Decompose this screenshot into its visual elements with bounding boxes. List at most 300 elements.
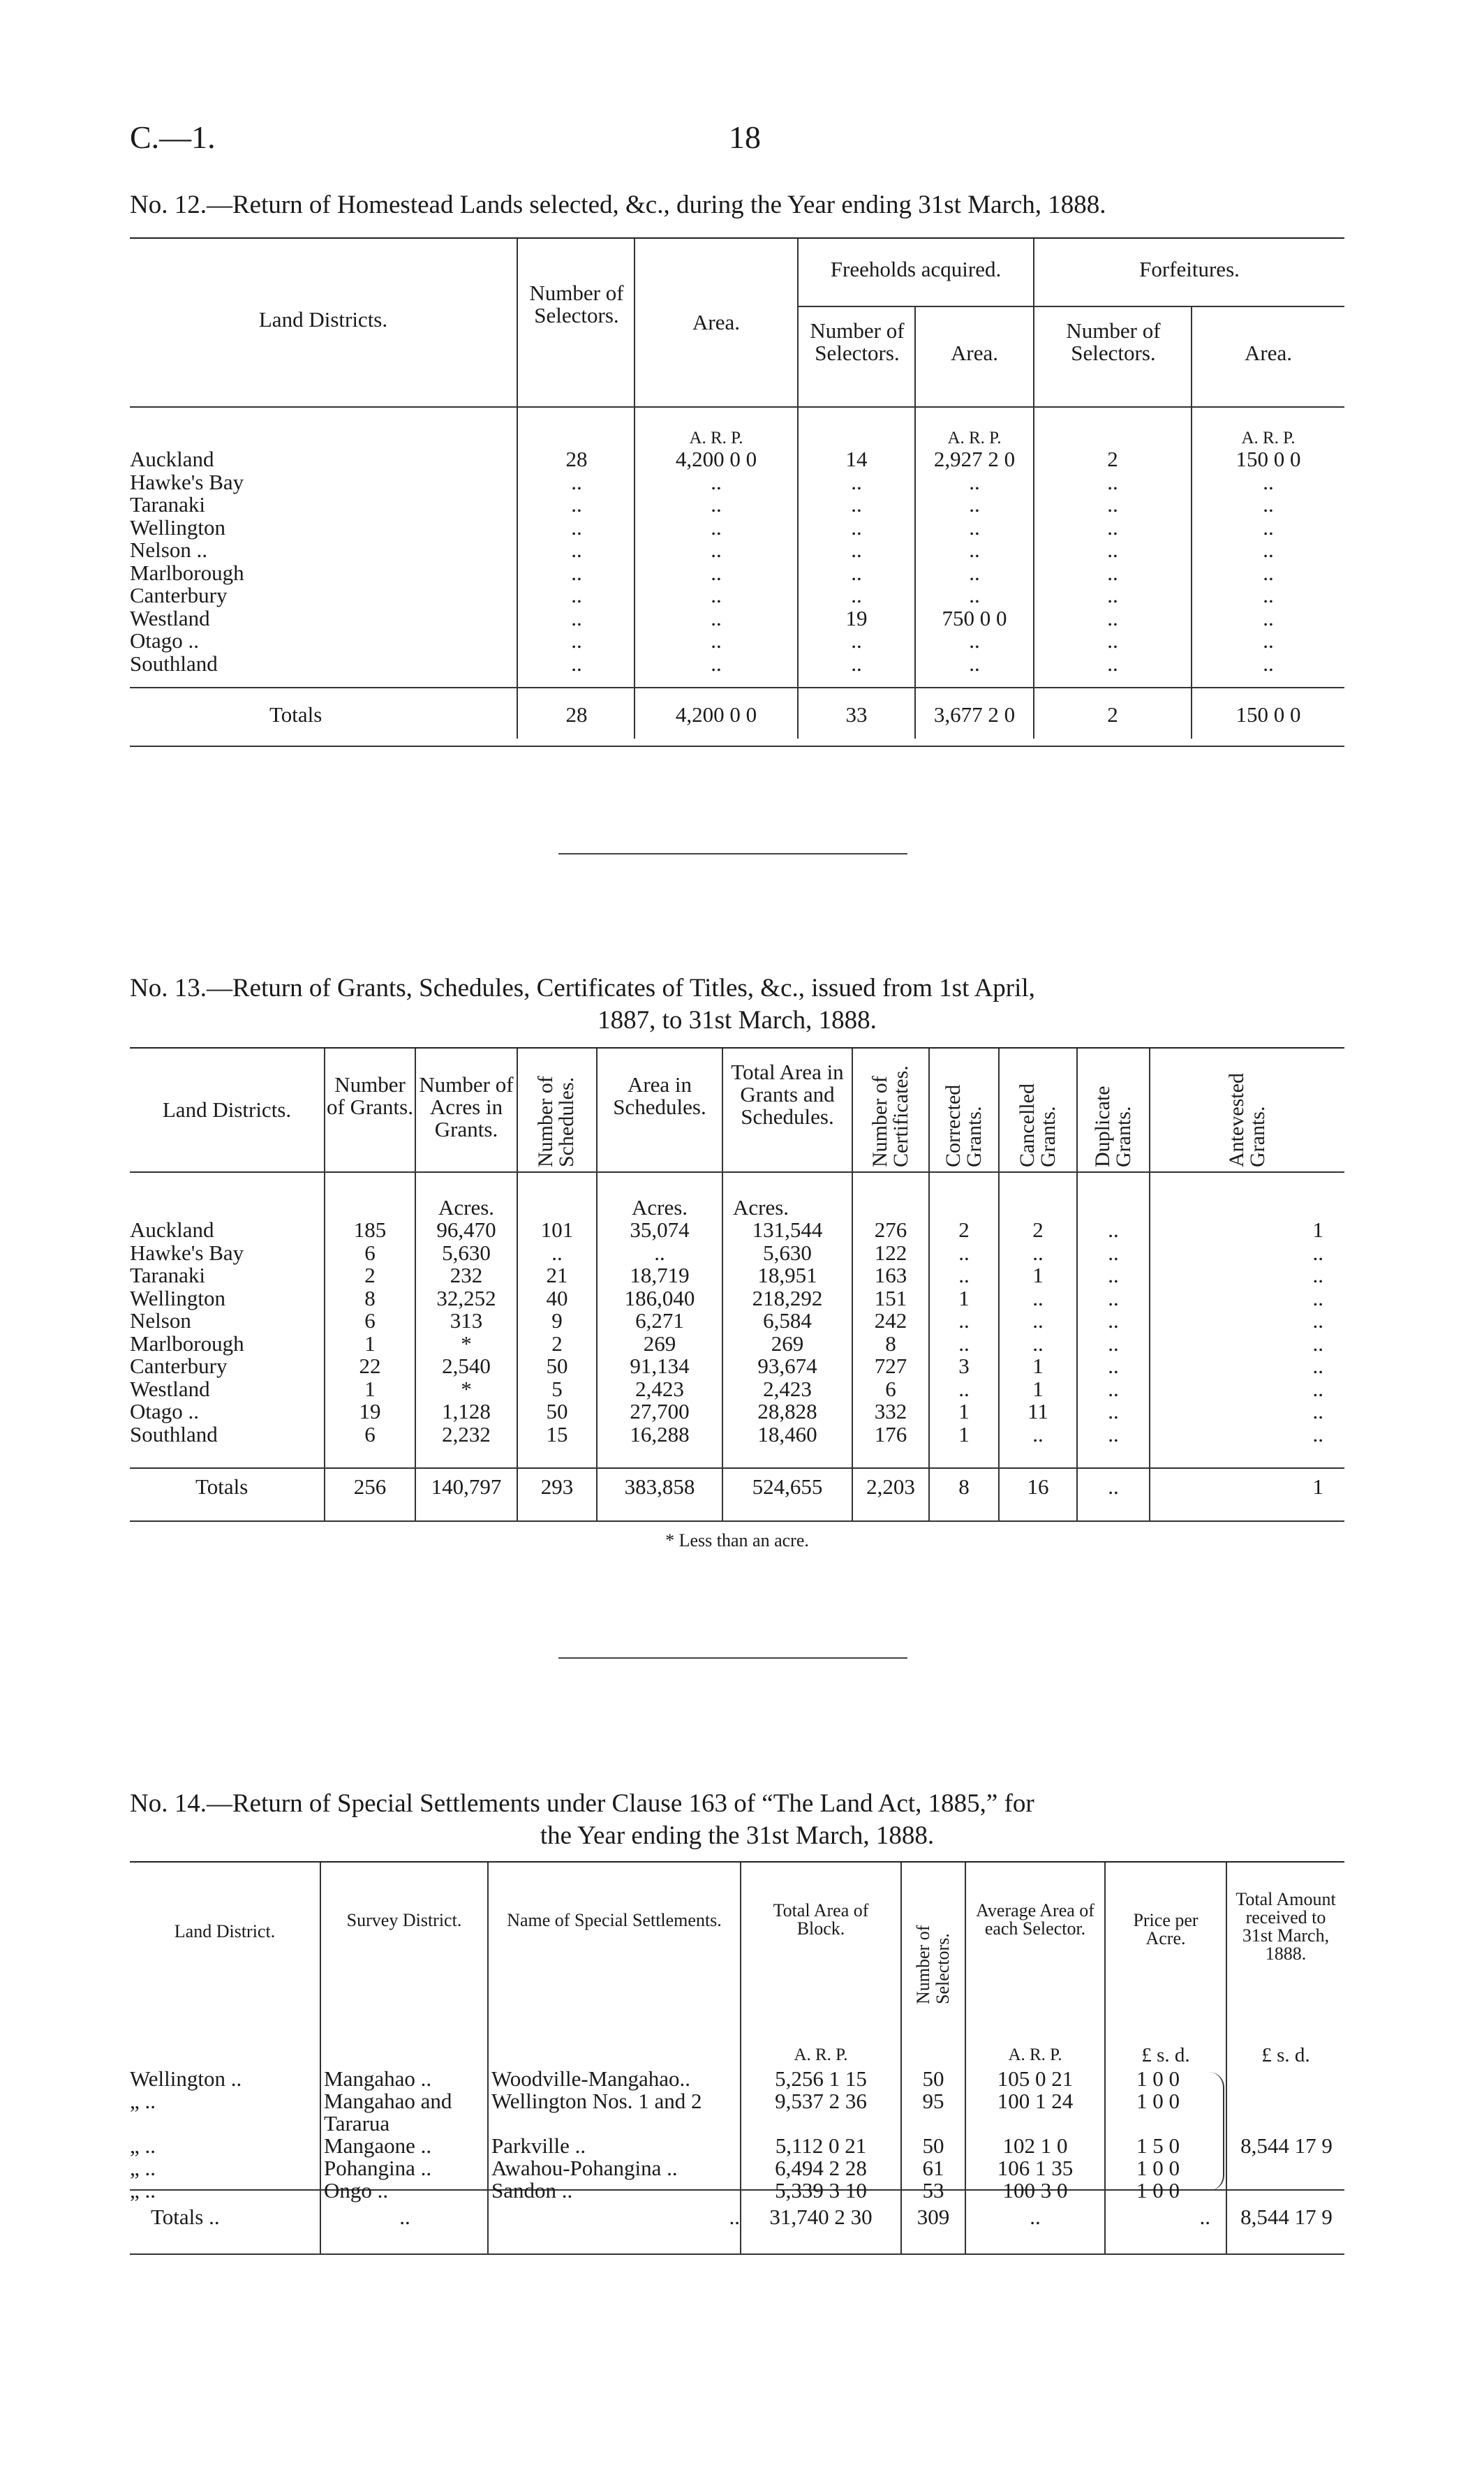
t13-cell: 269 <box>643 1331 676 1356</box>
t12-totals-label: Totals <box>269 702 322 727</box>
t13-cell: .. <box>958 1308 970 1333</box>
t14-land-district: „ .. <box>130 2156 156 2180</box>
t14-unit-lsd: £ s. d. <box>1141 2044 1190 2066</box>
t12-cell: .. <box>571 628 582 653</box>
t12-total-cell: 28 <box>565 702 588 727</box>
t14-cell: 1 0 0 <box>1136 2178 1180 2203</box>
t12-cell: .. <box>571 515 582 540</box>
t14-amount: 8,544 17 9 <box>1240 2133 1333 2158</box>
t13-cell: 2,423 <box>635 1376 684 1401</box>
t13-cell: 6 <box>364 1240 376 1265</box>
t13-cell: .. <box>551 1240 563 1265</box>
t13-total-cell: 256 <box>353 1474 387 1499</box>
t13-cell: 2 <box>551 1331 563 1356</box>
t12-cell: .. <box>1107 628 1118 653</box>
separator-2 <box>558 1657 907 1659</box>
t13-cell: 332 <box>874 1399 907 1423</box>
t13-cell: .. <box>1312 1331 1323 1356</box>
t13-cell: * <box>461 1331 472 1356</box>
t13-cell: .. <box>1108 1263 1119 1287</box>
t14-table <box>130 1863 1344 2260</box>
t13-cell: .. <box>1108 1240 1119 1265</box>
grid-line <box>130 1520 1344 1522</box>
t13-cell: 185 <box>353 1217 387 1242</box>
t12-cell: .. <box>571 583 582 607</box>
t12-cell: .. <box>711 492 722 517</box>
t14-cell: 105 0 21 <box>997 2066 1074 2091</box>
t13-cell: 18,719 <box>630 1263 690 1287</box>
t12-cell: .. <box>851 628 862 653</box>
t13-cell: 22 <box>359 1354 381 1378</box>
t12-cell: .. <box>851 538 862 562</box>
t12-h-area: Area. <box>692 310 740 334</box>
t13-district-name: Canterbury <box>130 1354 228 1378</box>
t13-h-vertical-label: Number of Schedules. <box>534 1076 578 1167</box>
t13-h-vertical-label: Corrected Grants. <box>942 1084 986 1167</box>
t13-cell: 40 <box>546 1285 568 1310</box>
t14-cell: 9,537 2 36 <box>775 2089 867 2113</box>
grid-line <box>130 1171 1344 1173</box>
t13-district-name: Southland <box>130 1421 218 1446</box>
t13-total-cell: 2,203 <box>866 1474 915 1499</box>
t13-cell: 28,828 <box>757 1399 817 1423</box>
t12-district-name: Hawke's Bay <box>130 469 244 494</box>
t12-h-ff-selectors: Number of Selectors. <box>1066 318 1161 365</box>
t14-cell: 100 3 0 <box>1002 2178 1068 2203</box>
t14-title-line1: No. 14.—Return of Special Settlements under Clause 163 of “The Land Act, 1885,” for <box>130 1789 1034 1818</box>
t14-cell: Sandon .. <box>491 2178 573 2203</box>
t13-cell: .. <box>1108 1421 1119 1446</box>
t12-cell: .. <box>1107 560 1118 585</box>
t14-land-district: Wellington .. <box>130 2066 242 2091</box>
t13-cell: 32,252 <box>436 1285 496 1310</box>
t12-unit-ff: A. R. P. <box>1241 429 1296 447</box>
t14-cell: 53 <box>922 2178 944 2203</box>
t13-cell: 8 <box>364 1285 376 1310</box>
t12-cell: .. <box>1263 651 1274 676</box>
t13-cell: 5 <box>551 1376 563 1401</box>
t14-cell: Wellington Nos. 1 and 2 <box>491 2089 702 2113</box>
t13-cell: .. <box>654 1240 665 1265</box>
t13-cell: 1 <box>1032 1354 1044 1378</box>
t13-cell: .. <box>958 1331 970 1356</box>
t13-h-vertical <box>930 1054 998 1169</box>
t14-unit-arp: A. R. P. <box>794 2045 848 2064</box>
t12-cell: .. <box>1263 628 1274 653</box>
t14-cell: Parkville .. <box>491 2133 586 2158</box>
t12-cell: .. <box>851 515 862 540</box>
t12-h-ff-area: Area. <box>1245 341 1292 365</box>
t14-total-cell: .. <box>1199 2205 1210 2229</box>
t12-cell: 28 <box>565 447 588 471</box>
t12-cell: .. <box>571 538 582 562</box>
t13-total-cell: 8 <box>958 1474 970 1499</box>
t13-cell: .. <box>1108 1285 1119 1310</box>
t12-h-forfeitures: Forfeitures. <box>1139 257 1240 281</box>
t13-total-cell: 1 <box>1312 1474 1323 1499</box>
t13-cell: 2 <box>364 1263 376 1287</box>
t13-total-cell: 383,858 <box>624 1474 695 1499</box>
t13-cell: 2,423 <box>763 1376 812 1401</box>
t12-cell: .. <box>851 469 862 494</box>
t12-cell: .. <box>1107 605 1118 630</box>
t12-title: No. 12.—Return of Homestead Lands selected, &c., during the Year ending 31st March, 1888. <box>130 191 1106 219</box>
t12-cell: .. <box>711 651 722 676</box>
t14-cell: 106 1 35 <box>997 2156 1074 2180</box>
t13-cell: 18,460 <box>757 1421 817 1446</box>
t13-cell: .. <box>1312 1376 1323 1401</box>
t13-cell: .. <box>1108 1217 1119 1242</box>
t12-district-name: Auckland <box>130 447 214 471</box>
t14-cell: Ongo .. <box>324 2178 389 2203</box>
t14-cell: 5,339 3 10 <box>775 2178 867 2203</box>
t14-h-col: Price per Acre. <box>1133 1910 1199 1948</box>
t13-h-vertical-label: Antevested Grants. <box>1225 1073 1269 1167</box>
t14-cell: 1 0 0 <box>1136 2089 1180 2113</box>
t13-cell: .. <box>1312 1399 1323 1423</box>
t13-cell: .. <box>1032 1308 1044 1333</box>
t13-cell: .. <box>1312 1421 1323 1446</box>
t13-total-cell: 293 <box>540 1474 574 1499</box>
t13-cell: .. <box>1108 1354 1119 1378</box>
t14-cell: 50 <box>922 2066 944 2091</box>
t13-h-vertical <box>517 1054 596 1169</box>
t13-cell: 27,700 <box>630 1399 690 1423</box>
t13-h-vertical <box>1078 1054 1149 1169</box>
t13-cell: * <box>461 1376 472 1401</box>
t12-cell: .. <box>1263 605 1274 630</box>
t13-district-name: Marlborough <box>130 1331 244 1356</box>
grid-line <box>130 1467 1344 1469</box>
t13-cell: .. <box>1108 1308 1119 1333</box>
t12-cell: .. <box>851 492 862 517</box>
t13-h-vertical <box>1150 1054 1344 1169</box>
t14-cell: 61 <box>922 2156 944 2180</box>
t12-district-name: Westland <box>130 605 210 630</box>
t13-cell: 11 <box>1027 1399 1048 1423</box>
t14-cell: Woodville-Mangahao.. <box>491 2066 691 2091</box>
t13-cell: 1 <box>364 1376 376 1401</box>
brace <box>1209 2072 1224 2191</box>
t13-cell: .. <box>1312 1354 1323 1378</box>
t12-cell: .. <box>1263 560 1274 585</box>
t13-cell: .. <box>1032 1240 1044 1265</box>
t12-table <box>130 239 1344 747</box>
t12-cell: 2,927 2 0 <box>933 447 1016 471</box>
t13-totals-label: Totals <box>195 1474 248 1499</box>
t13-h-vertical-label: Number of Certificates. <box>868 1065 912 1167</box>
t12-cell: 4,200 0 0 <box>675 447 757 471</box>
t13-cell: .. <box>1108 1399 1119 1423</box>
t12-cell: .. <box>1107 515 1118 540</box>
t14-cell: 1 0 0 <box>1136 2066 1180 2091</box>
t12-unit-fh: A. R. P. <box>947 429 1002 447</box>
t13-unit-acres: Acres. <box>733 1195 789 1220</box>
t12-cell: .. <box>711 560 722 585</box>
t13-total-cell: 16 <box>1027 1474 1049 1499</box>
t13-cell: .. <box>1032 1421 1044 1446</box>
t13-cell: 6 <box>364 1421 376 1446</box>
t13-h-col: Number of Acres in Grants. <box>419 1072 514 1141</box>
t12-district-name: Nelson .. <box>130 538 208 562</box>
t14-cell: Mangahao .. <box>324 2066 432 2091</box>
t13-cell: 176 <box>874 1421 907 1446</box>
t12-cell: .. <box>969 469 980 494</box>
t13-cell: 21 <box>546 1263 568 1287</box>
t13-title-line1: No. 13.—Return of Grants, Schedules, Certificates of Titles, &c., issued from 1st April, <box>130 974 1035 1002</box>
t12-district-name: Marlborough <box>130 560 244 585</box>
t13-cell: 91,134 <box>630 1354 690 1378</box>
t12-cell: .. <box>1107 538 1118 562</box>
t12-cell: 14 <box>845 447 868 471</box>
t14-h-col: Land District. <box>174 1921 276 1941</box>
t14-cell: 50 <box>922 2133 944 2158</box>
t13-district-name: Westland <box>130 1376 210 1401</box>
t13-cell: 16,288 <box>630 1421 690 1446</box>
t13-cell: 232 <box>450 1263 483 1287</box>
t12-cell: .. <box>711 538 722 562</box>
t14-cell: Mangaone .. <box>324 2133 432 2158</box>
t13-title-line2: 1887, to 31st March, 1888. <box>598 1006 877 1035</box>
t13-cell: 186,040 <box>624 1285 695 1310</box>
t13-cell: 3 <box>958 1354 970 1378</box>
t13-cell: 6 <box>885 1376 896 1401</box>
t12-cell: .. <box>851 560 862 585</box>
t12-cell: .. <box>711 469 722 494</box>
t14-cell: 1 5 0 <box>1136 2133 1180 2158</box>
t12-cell: .. <box>969 651 980 676</box>
t12-h-district: Land Districts. <box>258 307 388 332</box>
t13-district-name: Wellington <box>130 1285 225 1310</box>
t14-land-district: „ .. <box>130 2133 156 2158</box>
t13-cell: 122 <box>874 1240 907 1265</box>
t13-table <box>130 1049 1344 1523</box>
t13-cell: .. <box>1108 1331 1119 1356</box>
t13-cell: 2 <box>958 1217 970 1242</box>
t14-total-cell: .. <box>399 2205 410 2229</box>
t13-cell: 50 <box>546 1354 568 1378</box>
t12-cell: 2 <box>1107 447 1118 471</box>
t12-h-freeholds: Freeholds acquired. <box>830 257 1002 281</box>
t12-total-cell: 150 0 0 <box>1236 702 1301 727</box>
t13-cell: .. <box>1312 1308 1323 1333</box>
t13-cell: 131,544 <box>752 1217 823 1242</box>
t13-cell: 6 <box>364 1308 376 1333</box>
t12-cell: .. <box>571 560 582 585</box>
t13-cell: 50 <box>546 1399 568 1423</box>
t13-h-district: Land Districts. <box>162 1097 292 1122</box>
t13-cell: 1,128 <box>442 1399 491 1423</box>
t12-cell: .. <box>1107 651 1118 676</box>
t14-h-col: Survey District. <box>346 1910 462 1930</box>
t13-cell: .. <box>1108 1376 1119 1401</box>
t13-cell: 2 <box>1032 1217 1044 1242</box>
t13-cell: .. <box>1312 1240 1323 1265</box>
t13-total-cell: .. <box>1108 1474 1119 1499</box>
t13-cell: .. <box>958 1240 970 1265</box>
t14-cell: 102 1 0 <box>1002 2133 1068 2158</box>
t12-cell: .. <box>851 583 862 607</box>
t12-cell: .. <box>1107 583 1118 607</box>
t13-district-name: Hawke's Bay <box>130 1240 244 1265</box>
t12-cell: .. <box>969 628 980 653</box>
t13-cell: 313 <box>450 1308 483 1333</box>
t13-district-name: Otago .. <box>130 1399 200 1423</box>
t12-h-fh-area: Area. <box>951 341 998 365</box>
t14-cell: 100 1 24 <box>997 2089 1074 2113</box>
t13-h-vertical <box>1000 1054 1076 1169</box>
t13-h-col: Number of Grants. <box>327 1072 413 1119</box>
t13-cell: 8 <box>885 1331 896 1356</box>
t13-cell: 18,951 <box>757 1263 817 1287</box>
t12-cell: .. <box>571 469 582 494</box>
t13-district-name: Nelson <box>130 1308 191 1333</box>
t12-cell: .. <box>969 560 980 585</box>
t14-cell: 6,494 2 28 <box>775 2156 867 2180</box>
t12-cell: .. <box>1107 469 1118 494</box>
t13-cell: 163 <box>874 1263 907 1287</box>
t12-total-cell: 4,200 0 0 <box>675 702 757 727</box>
t12-cell: .. <box>1263 492 1274 517</box>
t13-cell: 96,470 <box>436 1217 496 1242</box>
t13-cell: 1 <box>1312 1217 1323 1242</box>
t12-h-selectors: Number of Selectors. <box>529 281 624 327</box>
t14-h-vertical-label: Number of Selectors. <box>913 1925 953 2004</box>
t12-cell: .. <box>969 538 980 562</box>
t14-h-col: Average Area of each Selector. <box>976 1900 1095 1939</box>
t13-cell: 5,630 <box>442 1240 491 1265</box>
t14-cell: 95 <box>922 2089 944 2113</box>
t12-total-cell: 3,677 2 0 <box>933 702 1016 727</box>
t12-cell: .. <box>571 605 582 630</box>
t14-totals-label: Totals .. <box>151 2205 220 2229</box>
t14-cell: Mangahao and Tararua <box>324 2089 452 2135</box>
t12-cell: 19 <box>845 605 868 630</box>
t12-district-name: Taranaki <box>130 492 205 517</box>
t12-cell: .. <box>711 515 722 540</box>
t14-h-col: Total Area of Block. <box>773 1900 869 1939</box>
t13-cell: .. <box>958 1376 970 1401</box>
t13-cell: 242 <box>874 1308 907 1333</box>
t14-total-cell: 309 <box>917 2205 950 2229</box>
t13-unit-acres: Acres. <box>438 1195 495 1220</box>
t13-cell: 6,584 <box>763 1308 812 1333</box>
t13-unit-acres: Acres. <box>631 1195 688 1220</box>
t12-district-name: Canterbury <box>130 583 228 607</box>
t13-cell: 5,630 <box>763 1240 812 1265</box>
t14-cell: 1 0 0 <box>1136 2156 1180 2180</box>
t14-title-line2: the Year ending the 31st March, 1888. <box>540 1821 935 1850</box>
t13-h-vertical-label: Cancelled Grants. <box>1016 1083 1060 1167</box>
t12-district-name: Southland <box>130 651 218 676</box>
t13-cell: 1 <box>1032 1376 1044 1401</box>
t13-cell: 15 <box>546 1421 568 1446</box>
t13-h-vertical-label: Duplicate Grants. <box>1091 1086 1135 1167</box>
t13-cell: 151 <box>874 1285 907 1310</box>
t12-cell: .. <box>969 492 980 517</box>
t14-total-cell: .. <box>1030 2205 1041 2229</box>
t12-cell: .. <box>571 651 582 676</box>
t12-cell: 750 0 0 <box>942 605 1007 630</box>
t14-total-cell: 8,544 17 9 <box>1240 2205 1333 2229</box>
t14-unit-lsd: £ s. d. <box>1261 2044 1310 2066</box>
t13-h-vertical <box>853 1054 928 1169</box>
t12-cell: .. <box>711 628 722 653</box>
t12-cell: .. <box>1263 583 1274 607</box>
t12-cell: .. <box>711 583 722 607</box>
t13-cell: 218,292 <box>752 1285 823 1310</box>
t14-cell: Awahou-Pohangina .. <box>491 2156 678 2180</box>
t13-cell: 6,271 <box>635 1308 684 1333</box>
separator-1 <box>558 853 907 854</box>
t13-cell: 9 <box>551 1308 563 1333</box>
t14-cell: 5,256 1 15 <box>775 2066 867 2091</box>
t13-cell: 276 <box>874 1217 907 1242</box>
t13-cell: 19 <box>359 1399 381 1423</box>
t12-cell: .. <box>1263 469 1274 494</box>
t13-cell: 1 <box>364 1331 376 1356</box>
t12-cell: .. <box>1263 515 1274 540</box>
t13-district-name: Taranaki <box>130 1263 205 1287</box>
t12-cell: .. <box>969 583 980 607</box>
t12-district-name: Otago .. <box>130 628 200 653</box>
t12-cell: .. <box>711 605 722 630</box>
t13-cell: 1 <box>958 1399 970 1423</box>
t14-land-district: „ .. <box>130 2089 156 2113</box>
t13-cell: .. <box>1032 1331 1044 1356</box>
t12-total-cell: 33 <box>845 702 868 727</box>
t13-cell: 269 <box>771 1331 804 1356</box>
t13-cell: 2,540 <box>442 1354 491 1378</box>
t13-cell: 1 <box>958 1421 970 1446</box>
t13-cell: .. <box>1312 1285 1323 1310</box>
t14-h-col: Name of Special Settlements. <box>507 1910 722 1930</box>
t13-h-col: Area in Schedules. <box>613 1072 706 1119</box>
t13-cell: .. <box>1312 1263 1323 1287</box>
page-number: 18 <box>729 119 761 155</box>
t13-footnote: * Less than an acre. <box>665 1530 809 1550</box>
t14-total-cell: 31,740 2 30 <box>769 2205 873 2229</box>
grid-line <box>130 2253 1344 2255</box>
t14-land-district: „ .. <box>130 2178 156 2203</box>
t13-cell: 1 <box>1032 1263 1044 1287</box>
t12-cell: 150 0 0 <box>1236 447 1301 471</box>
t14-cell: Pohangina .. <box>324 2156 432 2180</box>
t13-cell: 101 <box>540 1217 574 1242</box>
t13-district-name: Auckland <box>130 1217 214 1242</box>
t14-total-cell: .. <box>729 2205 740 2229</box>
t14-h-vertical <box>902 1868 965 2008</box>
t12-total-cell: 2 <box>1107 702 1118 727</box>
series-label: C.—1. <box>130 119 216 155</box>
t13-cell: 93,674 <box>757 1354 817 1378</box>
t13-cell: 727 <box>874 1354 907 1378</box>
t12-cell: .. <box>1107 492 1118 517</box>
t12-unit-area: A. R. P. <box>689 429 743 447</box>
t12-h-fh-selectors: Number of Selectors. <box>810 318 905 365</box>
t12-cell: .. <box>969 515 980 540</box>
t13-h-col: Total Area in Grants and Schedules. <box>731 1060 844 1129</box>
t14-h-col: Total Amount received to 31st March, 1888. <box>1236 1889 1336 1964</box>
t13-cell: 1 <box>958 1285 970 1310</box>
t12-cell: .. <box>851 651 862 676</box>
t13-total-cell: 140,797 <box>431 1474 502 1499</box>
t13-cell: 2,232 <box>442 1421 491 1446</box>
t13-cell: .. <box>958 1263 970 1287</box>
t12-district-name: Wellington <box>130 515 225 540</box>
t13-total-cell: 524,655 <box>752 1474 823 1499</box>
t12-cell: .. <box>1263 538 1274 562</box>
